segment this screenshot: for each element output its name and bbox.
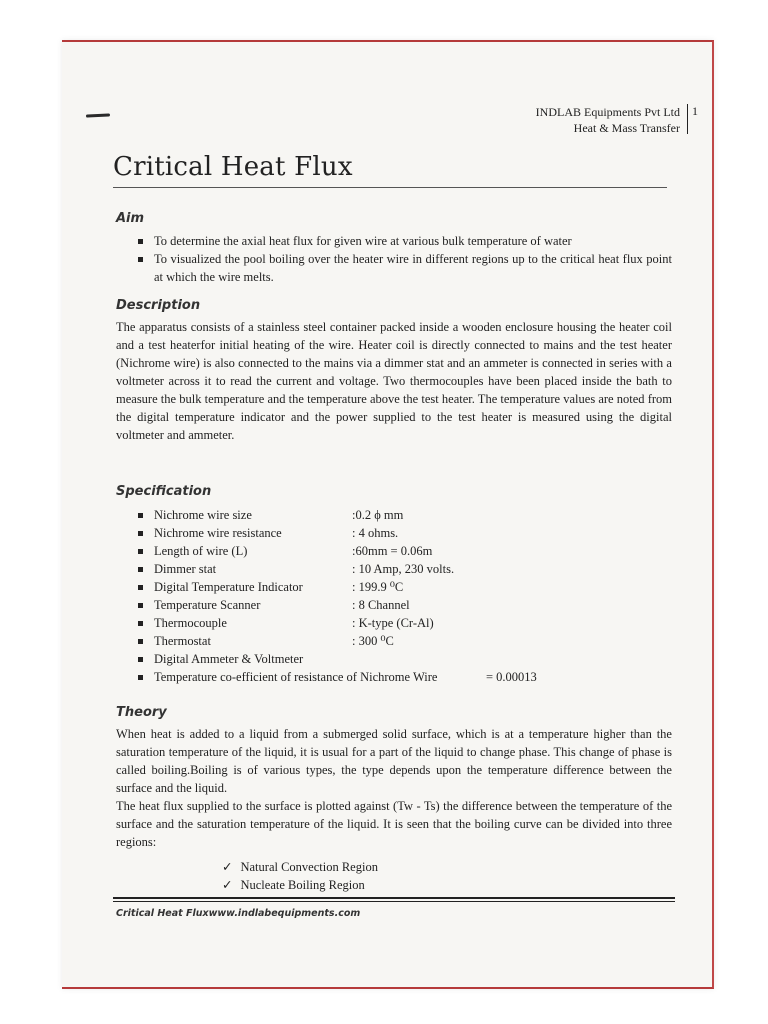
check-icon: ✓ [222, 878, 233, 892]
spec-value: = 0.00013 [486, 670, 537, 684]
page-footer: Critical Heat Fluxwww.indlabequipments.com [116, 908, 361, 919]
theory-para-2: The heat flux supplied to the surface is plotted against (Tw - Ts) the difference between the temperature of the surface and the saturation temperature of the liquid. It is seen that the boiling curve can be divided into three regions: [116, 799, 672, 849]
header-subject: Heat & Mass Transfer [573, 121, 680, 135]
spec-label: Digital Ammeter & Voltmeter [154, 652, 304, 666]
list-item [222, 858, 378, 876]
check-icon: ✓ [222, 860, 233, 874]
spec-label: Thermostat [154, 634, 211, 648]
spec-label: Temperature Scanner [154, 598, 261, 612]
spec-row [116, 578, 672, 596]
footer-divider-thin [113, 901, 675, 902]
spec-label: Nichrome wire resistance [154, 526, 282, 540]
list-item: To visualized the pool boiling over the heater wire in different regions up to the critical heat flux point at which the wire melts. [116, 250, 672, 286]
spec-row [116, 524, 672, 542]
spec-row [116, 560, 672, 578]
header-divider [687, 104, 688, 134]
spec-label: Dimmer stat [154, 562, 217, 576]
spec-row [116, 650, 672, 668]
spec-label: Thermocouple [154, 616, 227, 630]
spec-label: Nichrome wire size [154, 508, 252, 522]
spec-row [116, 596, 672, 614]
spec-value: : K-type (Cr-Al) [352, 616, 434, 630]
spec-value: : 10 Amp, 230 volts. [352, 562, 455, 576]
spec-label: Digital Temperature Indicator [154, 580, 303, 594]
footer-divider [113, 897, 675, 899]
spec-value: : 4 ohms. [352, 526, 399, 540]
spec-row [116, 506, 672, 524]
header-company: INDLAB Equipments Pvt Ltd [535, 105, 680, 119]
page-header [536, 104, 680, 136]
spec-row [116, 632, 672, 650]
spec-value: : 8 Channel [352, 598, 410, 612]
description-text: The apparatus consists of a stainless steel container packed inside a wooden enclosure housing the heater coil and a test heaterfor initial heating of the wire. Heater coil is directly connected to mains and the test heater (Nichrome wire) is also connected to the mains via a dimmer stat and an ammeter is connected in series with a voltmeter across it to read the current and voltage. Two thermocouples have been placed inside the bath to measure the bulk temperature and the temperature above the test heater. The temperature values are noted from the digital temperature indicator and the power supplied to the test heater is measured using the digital voltmeter and ammeter. [116, 320, 672, 442]
spec-row [116, 668, 672, 686]
title-divider [113, 187, 667, 188]
spec-value: :0.2 ϕ mm [352, 508, 404, 522]
spec-value: : 300 ⁰C [352, 634, 394, 648]
theory-para-1: When heat is added to a liquid from a submerged solid surface, which is at a temperature higher than the saturation temperature of the liquid, it is usual for a part of the liquid to change phase. This change of phase is called boiling.Boiling is of various types, the type depends upon the temperature difference between the surface and the liquid. [116, 727, 672, 795]
spec-row [116, 614, 672, 632]
regions-list [222, 858, 378, 894]
aim-section [116, 232, 672, 286]
description-heading: Description [116, 298, 201, 313]
region-label: Nucleate Boiling Region [240, 878, 365, 892]
spec-value: :60mm = 0.06m [352, 544, 433, 558]
theory-heading: Theory [116, 705, 167, 720]
aim-list [116, 232, 672, 286]
spec-value: : 199.9 ⁰C [352, 580, 404, 594]
spec-label: Temperature co-efficient of resistance of Nichrome Wire [154, 670, 438, 684]
list-item: To determine the axial heat flux for given wire at various bulk temperature of water [116, 232, 672, 250]
specification-list [116, 506, 672, 686]
list-item [222, 876, 378, 894]
page-title: Critical Heat Flux [113, 152, 353, 182]
spec-row [116, 542, 672, 560]
specification-heading: Specification [116, 484, 212, 499]
spec-label: Length of wire (L) [154, 544, 248, 558]
page-number: 1 [692, 104, 698, 118]
aim-heading: Aim [116, 211, 145, 226]
region-label: Natural Convection Region [240, 860, 378, 874]
